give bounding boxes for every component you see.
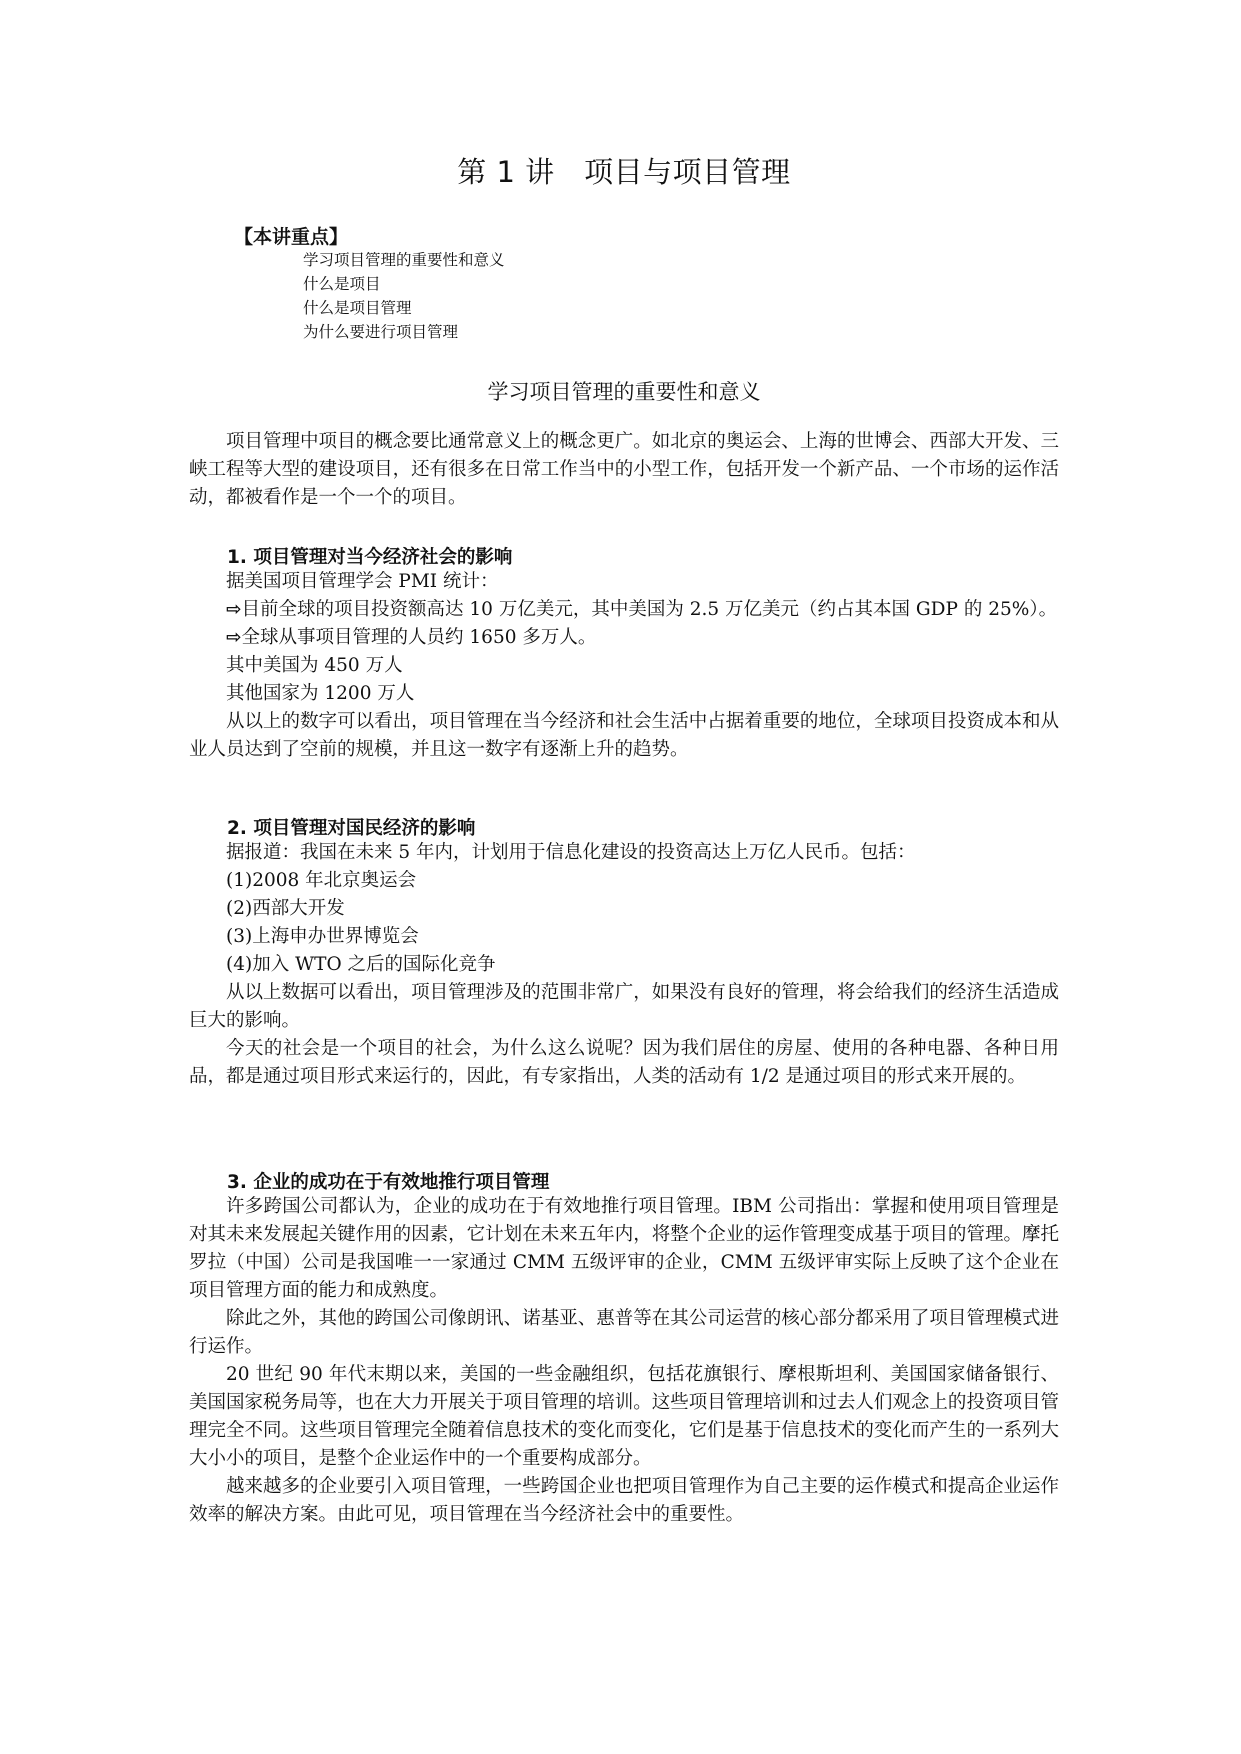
section-3-body — [189, 1193, 1059, 1529]
key-points-heading: 【本讲重点】 — [234, 226, 349, 248]
paragraph: 其中美国为 450 万人 — [226, 655, 403, 676]
page-title: 第 1 讲 项目与项目管理 — [457, 155, 791, 189]
section-3-heading: 3. 企业的成功在于有效地推行项目管理 — [227, 1172, 550, 1193]
section-title: 学习项目管理的重要性和意义 — [487, 380, 761, 404]
paragraph-text: 目前全球的项目投资额高达 10 万亿美元，其中美国为 2.5 万亿美元（约占其本国 GDP 的 25%）。 — [241, 599, 1058, 620]
paragraph: 除此之外，其他的跨国公司像朗讯、诺基亚、惠普等在其公司运营的核心部分都采用了项目管理模式进行运作。 — [189, 1308, 1059, 1357]
paragraph: 其他国家为 1200 万人 — [226, 683, 415, 704]
paragraph-text: 全球从事项目管理的人员约 1650 多万人。 — [241, 627, 597, 648]
paragraph: 从以上数据可以看出，项目管理涉及的范围非常广，如果没有良好的管理，将会给我们的经济生活造成巨大的影响。 — [189, 982, 1059, 1031]
key-points-list — [303, 248, 505, 344]
section-2-body — [189, 839, 1059, 1091]
paragraph: 今天的社会是一个项目的社会，为什么这么说呢？因为我们居住的房屋、使用的各种电器、各种日用品，都是通过项目形式来运行的，因此，有专家指出，人类的活动有 1/2 是通过项目的形式来开展的。 — [189, 1038, 1059, 1087]
list-item: (3)上海申办世界博览会 — [226, 926, 419, 947]
section-1-heading: 1. 项目管理对当今经济社会的影响 — [227, 547, 513, 568]
list-item: (1)2008 年北京奥运会 — [226, 870, 417, 891]
document-page — [189, 0, 1059, 1754]
arrow-icon: ⇨ — [226, 627, 242, 648]
key-point-item: 为什么要进行项目管理 — [303, 323, 459, 341]
paragraph: 从以上的数字可以看出，项目管理在当今经济和社会生活中占据着重要的地位，全球项目投资成本和从业人员达到了空前的规模，并且这一数字有逐渐上升的趋势。 — [189, 711, 1059, 760]
paragraph: 20 世纪 90 年代末期以来，美国的一些金融组织，包括花旗银行、摩根斯坦利、美国国家储备银行、美国国家税务局等，也在大力开展关于项目管理的培训。这些项目管理培训和过去人们观念上的投资项目管理完全不同。这些项目管理完全随着信息技术的变化而变化，它们是基于信息技术的变化而产生的一系列大大小小的项目，是整个企业运作中的一个重要构成部分。 — [189, 1364, 1059, 1469]
intro-paragraph — [189, 428, 1059, 512]
key-point-item: 什么是项目管理 — [303, 299, 412, 317]
intro-text: 项目管理中项目的概念要比通常意义上的概念更广。如北京的奥运会、上海的世博会、西部大开发、三峡工程等大型的建设项目，还有很多在日常工作当中的小型工作，包括开发一个新产品、一个市场的运作活动，都被看作是一个一个的项目。 — [189, 431, 1059, 508]
paragraph: 据报道：我国在未来 5 年内，计划用于信息化建设的投资高达上万亿人民币。包括： — [226, 842, 916, 863]
paragraph — [189, 624, 1059, 652]
key-point-item: 什么是项目 — [303, 275, 381, 293]
paragraph: 据美国项目管理学会 PMI 统计： — [226, 571, 499, 592]
arrow-icon: ⇨ — [226, 599, 242, 620]
section-1-body — [189, 568, 1059, 764]
list-item: (4)加入 WTO 之后的国际化竞争 — [226, 954, 496, 975]
key-point-item: 学习项目管理的重要性和意义 — [303, 251, 505, 269]
section-2-heading: 2. 项目管理对国民经济的影响 — [227, 818, 476, 839]
paragraph: 许多跨国公司都认为，企业的成功在于有效地推行项目管理。IBM 公司指出：掌握和使用项目管理是对其未来发展起关键作用的因素，它计划在未来五年内，将整个企业的运作管理变成基于项目的管理。摩托罗拉（中国）公司是我国唯一一家通过 CMM 五级评审的企业，CMM 五级评审实际上反映了这个企业在项目管理方面的能力和成熟度。 — [189, 1196, 1059, 1301]
list-item: (2)西部大开发 — [226, 898, 345, 919]
paragraph — [189, 596, 1059, 624]
paragraph: 越来越多的企业要引入项目管理，一些跨国企业也把项目管理作为自己主要的运作模式和提高企业运作效率的解决方案。由此可见，项目管理在当今经济社会中的重要性。 — [189, 1476, 1059, 1525]
